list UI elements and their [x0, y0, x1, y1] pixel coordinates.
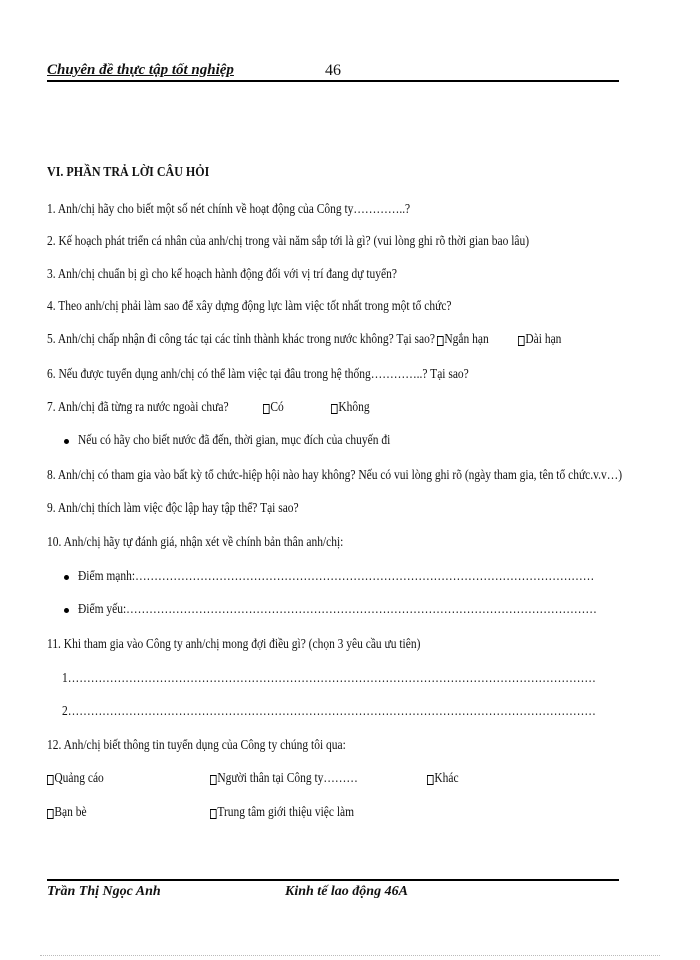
checkbox[interactable] — [437, 336, 444, 346]
q7-option-no[interactable]: Không — [331, 400, 370, 416]
q5-option-long-term[interactable]: Dài hạn — [518, 332, 561, 348]
question-3: 3. Anh/chị chuẩn bị gì cho kế hoạch hành động đối với vị trí đang dự tuyển? — [47, 267, 397, 282]
q12-option-job-center[interactable]: Trung tâm giới thiệu việc làm — [210, 805, 354, 821]
footer-class: Kinh tế lao động 46A — [285, 884, 408, 899]
page-edge-divider — [40, 955, 660, 956]
q10-weaknesses-line[interactable]: Điểm yếu:…………………………………………………………………………………………………………… — [78, 602, 597, 617]
question-11: 11. Khi tham gia vào Công ty anh/chị mong đợi điều gì? (chọn 3 yêu cầu ưu tiên) — [47, 637, 421, 652]
footer-author: Trần Thị Ngọc Anh — [47, 884, 161, 899]
footer-rule — [47, 879, 619, 881]
q10-strengths-line[interactable]: Điểm mạnh:………………………………………………………………………………………………………… — [78, 569, 595, 584]
checkbox[interactable] — [47, 809, 54, 819]
question-6: 6. Nếu được tuyển dụng anh/chị có thể làm việc tại đâu trong hệ thống…………..? Tại sao? — [47, 367, 469, 382]
checkbox[interactable] — [263, 404, 270, 414]
question-2: 2. Kế hoạch phát triển cá nhân của anh/chị trong vài năm sắp tới là gì? (vui lòng ghi rõ thời gian bao lâu) — [47, 234, 530, 249]
question-9: 9. Anh/chị thích làm việc độc lập hay tập thể? Tại sao? — [47, 501, 299, 516]
q12-option-other[interactable]: Khác — [427, 771, 459, 787]
q5-option-short-term[interactable]: Ngắn hạn — [437, 332, 489, 348]
checkbox[interactable] — [210, 809, 217, 819]
bullet-icon — [64, 439, 69, 444]
section-title: VI. PHẦN TRẢ LỜI CÂU HỎI — [47, 165, 210, 180]
question-8: 8. Anh/chị có tham gia vào bất kỳ tổ chức-hiệp hội nào hay không? Nếu có vui lòng ghi rõ (ngày tham gia, tên tổ chức.v.v…) — [47, 468, 623, 483]
question-7: 7. Anh/chị đã từng ra nước ngoài chưa? — [47, 400, 229, 415]
checkbox[interactable] — [427, 775, 434, 785]
question-1: 1. Anh/chị hãy cho biết một số nét chính về hoạt động của Công ty…………..? — [47, 202, 411, 217]
header-rule — [47, 80, 619, 82]
bullet-icon — [64, 575, 69, 580]
q12-option-friends[interactable]: Bạn bè — [47, 805, 87, 821]
q7-bullet-text: Nếu có hãy cho biết nước đã đến, thời gian, mục đích của chuyến đi — [78, 433, 391, 448]
page-number: 46 — [325, 62, 341, 79]
q11-answer-line-1[interactable]: 1………………………………………………………………………………………………………………………… — [62, 671, 596, 686]
bullet-icon — [64, 608, 69, 613]
checkbox[interactable] — [47, 775, 54, 785]
q12-option-relative[interactable]: Người thân tại Công ty……… — [210, 771, 358, 787]
question-4: 4. Theo anh/chị phải làm sao để xây dựng động lực làm việc tốt nhất trong một tổ chức? — [47, 299, 452, 314]
checkbox[interactable] — [518, 336, 525, 346]
q7-option-yes[interactable]: Có — [263, 400, 284, 416]
q11-answer-line-2[interactable]: 2………………………………………………………………………………………………………………………… — [62, 704, 596, 719]
question-5: 5. Anh/chị chấp nhận đi công tác tại các tỉnh thành khác trong nước không? Tại sao? — [47, 332, 435, 347]
header-title: Chuyên đề thực tập tốt nghiệp — [47, 62, 234, 78]
question-10: 10. Anh/chị hãy tự đánh giá, nhận xét về chính bản thân anh/chị: — [47, 535, 344, 550]
checkbox[interactable] — [331, 404, 338, 414]
question-12: 12. Anh/chị biết thông tin tuyển dụng của Công ty chúng tôi qua: — [47, 738, 346, 753]
q12-option-ads[interactable]: Quảng cáo — [47, 771, 104, 787]
checkbox[interactable] — [210, 775, 217, 785]
